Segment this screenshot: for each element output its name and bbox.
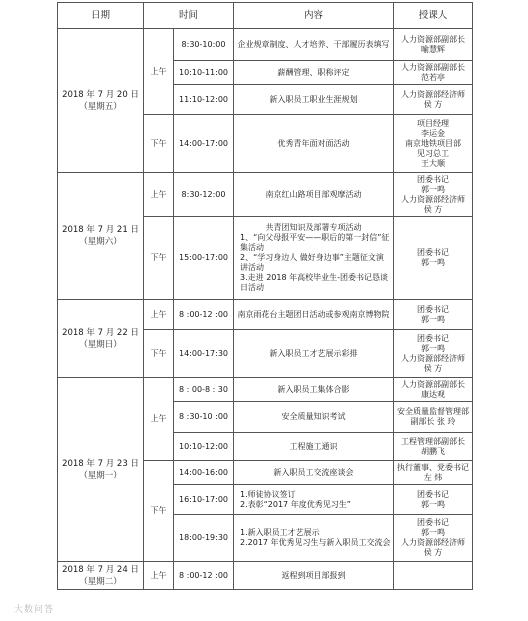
time-cell: 15:00-17:00	[174, 217, 234, 300]
content-cell: 返程到项目部报到	[234, 562, 394, 590]
teacher-line: 执行董事、党委书记	[397, 462, 470, 472]
time-cell: 8:30-12:00	[174, 173, 234, 217]
teacher-line: 人力资源部副部长	[401, 34, 466, 44]
content-cell: 安全质量知识考试	[234, 402, 394, 433]
teacher-line: 见习总工	[417, 148, 450, 158]
weekday-text: （星期二）	[79, 576, 122, 587]
content-item: 1.新入职员工才艺展示	[240, 528, 320, 537]
teacher-line: 郭一鸣	[421, 528, 446, 537]
time-cell: 10:10-11:00	[174, 61, 234, 85]
teacher-line: 团委书记	[417, 333, 450, 343]
weekday-text: （星期五）	[79, 101, 122, 112]
content-cell: 南京红山路项目部观摩活动	[234, 173, 394, 217]
period-cell: 上午	[144, 29, 174, 115]
teacher-cell	[394, 485, 473, 515]
time-cell: 8 :00-12 :00	[174, 562, 234, 590]
date-text: 2018 年 7 月 20 日	[62, 89, 139, 100]
period-cell: 上午	[144, 378, 174, 461]
date-cell	[58, 300, 144, 378]
schedule-table	[57, 2, 473, 590]
teacher-cell	[394, 562, 473, 590]
teacher-line: 南京地铁项目部	[405, 138, 462, 148]
teacher-cell	[394, 461, 473, 485]
watermark: 大数问答	[14, 605, 55, 615]
teacher-line: 郭一鸣	[421, 314, 446, 324]
weekday-text: （星期六）	[79, 237, 122, 247]
teacher-line: 喻慧辉	[421, 44, 446, 54]
content-title: 共青团知识及部署专项活动	[265, 223, 362, 232]
teacher-line: 副部长 张 玲	[410, 417, 456, 426]
date-cell	[58, 173, 144, 300]
period-cell: 下午	[144, 461, 174, 562]
teacher-line: 王大顺	[421, 158, 446, 168]
teacher-line: 侯 方	[423, 548, 443, 557]
time-cell: 8 : 00-8 : 30	[174, 378, 234, 402]
content-cell: 新入职员工交流座谈会	[234, 461, 394, 485]
teacher-line: 团委书记	[417, 248, 450, 257]
teacher-line: 人力资源部经济师	[401, 353, 466, 363]
period-cell: 上午	[144, 300, 174, 330]
content-item: 2.2017 年优秀见习生与新入职员工交流会	[240, 538, 391, 547]
schedule-body	[58, 29, 473, 590]
content-cell: 薪酬管理、职称评定	[234, 61, 394, 85]
teacher-line: 人力资源部经济师	[401, 538, 466, 547]
table-row	[58, 29, 473, 61]
teacher-cell	[394, 217, 473, 300]
teacher-line: 团委书记	[417, 518, 450, 527]
content-item: 2、“学习身边人 做好身边事”主题征文演讲活动	[240, 253, 384, 272]
teacher-cell	[394, 402, 473, 433]
teacher-line: 郭一鸣	[421, 343, 446, 353]
content-cell: 南京雨花台主题团日活动或参观南京博物院	[234, 300, 394, 330]
teacher-cell	[394, 61, 473, 85]
table-row	[58, 562, 473, 590]
header-row	[58, 3, 473, 29]
weekday-text: （星期一）	[79, 470, 122, 481]
teacher-line: 团委书记	[417, 304, 450, 314]
teacher-cell	[394, 378, 473, 402]
header-teacher: 授课人	[394, 3, 473, 29]
teacher-line: 侯 方	[423, 363, 443, 373]
content-cell	[234, 217, 394, 300]
teacher-line: 团委书记	[417, 489, 450, 499]
teacher-cell	[394, 115, 473, 173]
time-cell: 10:10-12:00	[174, 433, 234, 461]
teacher-line: 郭一鸣	[421, 499, 446, 509]
content-item: 1、“向父母报平安——职后的第一封信”征集活动	[240, 233, 390, 252]
period-cell: 下午	[144, 330, 174, 378]
time-cell: 8 :30-10 :00	[174, 402, 234, 433]
date-text: 2018 年 7 月 24 日	[62, 564, 139, 575]
header-content: 内容	[234, 3, 394, 29]
teacher-line: 康达观	[421, 389, 446, 399]
header-time: 时间	[144, 3, 234, 29]
teacher-line: 侯 方	[423, 204, 443, 214]
content-cell: 新入职员工职业生涯规划	[234, 85, 394, 115]
content-cell: 优秀青年面对面活动	[234, 115, 394, 173]
content-item: 2.表彰“2017 年度优秀见习生”	[240, 499, 351, 509]
time-cell: 8 :00-12 :00	[174, 300, 234, 330]
teacher-line: 安全质量监督管理部	[397, 407, 470, 416]
content-item: 3.走进 2018 年高校毕业生-团委书记恳谈日活动	[240, 273, 388, 292]
teacher-line: 郭一鸣	[421, 258, 446, 267]
teacher-line: 左 炜	[423, 472, 443, 482]
time-cell: 16:10-17:00	[174, 485, 234, 515]
content-cell: 新入职员工集体合影	[234, 378, 394, 402]
content-cell: 新入职员工才艺展示彩排	[234, 330, 394, 378]
teacher-cell	[394, 330, 473, 378]
time-cell: 8:30-10:00	[174, 29, 234, 61]
time-cell: 14:00-16:00	[174, 461, 234, 485]
header-date: 日期	[58, 3, 144, 29]
teacher-cell	[394, 29, 473, 61]
content-cell: 企业规章制度、人才培养、干部履历表填写	[234, 29, 394, 61]
teacher-line: 李运金	[421, 128, 446, 138]
teacher-cell	[394, 515, 473, 562]
period-cell: 下午	[144, 217, 174, 300]
date-text: 2018 年 7 月 21 日	[62, 225, 139, 235]
date-cell	[58, 562, 144, 590]
table-row	[58, 378, 473, 402]
teacher-cell	[394, 300, 473, 330]
teacher-line: 团委书记	[417, 174, 450, 184]
period-cell: 下午	[144, 115, 174, 173]
date-text: 2018 年 7 月 22 日	[62, 327, 139, 338]
period-cell: 上午	[144, 173, 174, 217]
teacher-line: 胡鹏飞	[421, 446, 446, 456]
weekday-text: （星期日）	[79, 339, 122, 350]
teacher-cell	[394, 433, 473, 461]
teacher-line: 人力资源部副部长	[401, 379, 466, 389]
content-item: 1.师徒协议签订	[240, 489, 296, 499]
content-cell	[234, 515, 394, 562]
time-cell: 14:00-17:30	[174, 330, 234, 378]
content-cell: 工程施工通识	[234, 433, 394, 461]
date-cell	[58, 29, 144, 173]
table-row	[58, 300, 473, 330]
teacher-line: 项目经理	[417, 118, 450, 128]
content-cell	[234, 485, 394, 515]
teacher-line: 范若亭	[421, 72, 446, 82]
teacher-cell	[394, 173, 473, 217]
time-cell: 11:10-12:00	[174, 85, 234, 115]
teacher-line: 人力资源部经济师	[401, 89, 466, 99]
time-cell: 18:00-19:30	[174, 515, 234, 562]
table-row	[58, 173, 473, 217]
teacher-line: 侯 方	[423, 99, 443, 109]
teacher-line: 人力资源部副部长	[401, 62, 466, 72]
teacher-line: 郭一鸣	[421, 184, 446, 194]
teacher-line: 工程管理部副部长	[401, 436, 466, 446]
teacher-line: 人力资源部经济师	[401, 194, 466, 204]
date-text: 2018 年 7 月 23 日	[62, 458, 139, 469]
date-cell	[58, 378, 144, 562]
time-cell: 14:00-17:00	[174, 115, 234, 173]
period-cell: 上午	[144, 562, 174, 590]
teacher-cell	[394, 85, 473, 115]
